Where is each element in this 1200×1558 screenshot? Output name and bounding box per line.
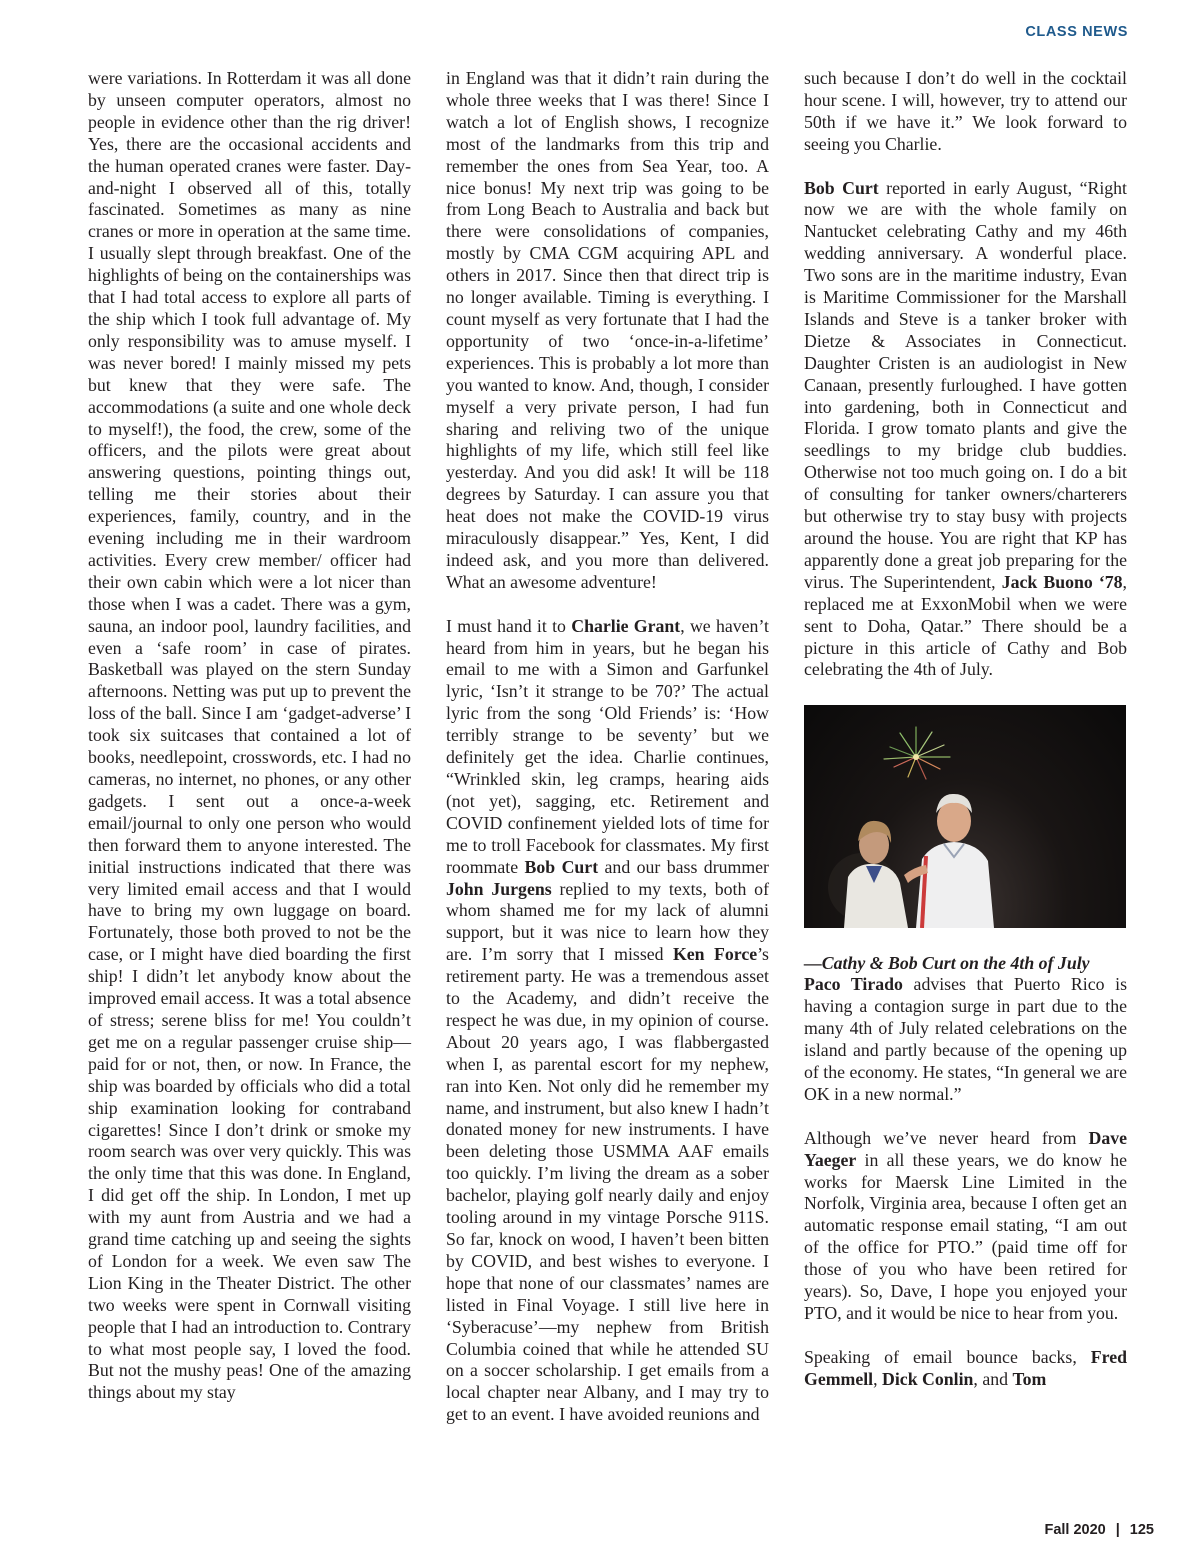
issue-label: Fall 2020 [1044,1522,1106,1538]
classmate-name: Jack Buono ‘78 [1001,571,1123,592]
article-column-3 [804,68,1127,1412]
classmate-name: Fred Gemmell [804,1346,1127,1389]
paragraph: Paco Tirado advises that Puerto Rico is having a contagion surge in part due to the many 4th of July related celebrations on the island and partly because of the opening up of the economy. He states, “In general we are OK in a new normal.” [804,974,1127,1104]
paragraph: Although we’ve never heard from Dave Yaeger in all these years, we do know he works for Maersk Line Limited in the Norfolk, Virginia area, because I often get an automatic response email stating, “I am out of the office for PTO.” (paid time off for those of you who have been retired for years). So, Dave, I hope you enjoyed your PTO, and it would be nice to hear from you. [804,1127,1127,1323]
paragraph: in England was that it didn’t rain during the whole three weeks that I was there! Since I watch a lot of English shows, I recognize most of the landmarks from this trip and remember the ones from Sea Year, too. A nice bonus! My next trip was going to be from Long Beach to Australia and back but there were consolidations of companies, mostly by CMA CGM acquiring APL and others in 2017. Since then that direct trip is no longer available. Timing is everything. I count myself as very fortunate that I had the opportunity of two ‘once-in-a-lifetime’ experiences. This is probably a lot more than you wanted to know. And, though, I consider myself a very private person, I had fun sharing and reliving two of the unique highlights of my life, which still feel like yesterday. And you did ask! It will be 118 degrees by Saturday. I can assure you that heat does not make the COVID-19 virus miraculously disappear.” Yes, Kent, I did indeed ask, and you more than delivered. What an awesome adventure! [446,68,769,592]
paragraph: Speaking of email bounce backs, Fred Gemmell, Dick Conlin, and Tom [804,1346,1127,1389]
classmate-name: John Jurgens [446,878,552,899]
classmate-name: Bob Curt [804,177,879,198]
classmate-name: Bob Curt [524,856,599,877]
photo-illustration [804,705,1126,928]
article-column-2 [446,68,769,1448]
fireworks-couple-photo [804,705,1126,928]
page-footer [1044,1522,1154,1538]
classmate-name: Paco Tirado [804,974,903,995]
classmate-name: Dick Conlin [882,1368,974,1389]
section-label: CLASS NEWS [1025,24,1128,40]
classmate-name: Tom [1012,1368,1047,1389]
paragraph: Bob Curt reported in early August, “Right now we are with the whole family on Nantucket celebrating Cathy and my 46th wedding anniversary. A wonderful place. Two sons are in the maritime industry, Evan is Maritime Commissioner for the Marshall Islands and Steve is a tanker broker with Dietze & Associates in Connecticut. Daughter Cristen is an audiologist in New Canaan, presently furloughed. I have gotten into gardening, both in Connecticut and Florida. I grow tomato plants and give the seedlings to my bridge club buddies. Otherwise not too much going on. I do a bit of consulting for tanker owners/charterers but otherwise try to stay busy with projects around the house. You are right that KP has apparently done a great job preparing for the virus. The Superintendent, Jack Buono ‘78, replaced me at ExxonMobil when we were sent to Doha, Qatar.” There should be a picture in this article of Cathy and Bob celebrating the 4th of July. [804,177,1127,680]
article-column-1 [88,68,411,1426]
footer-separator: | [1115,1522,1120,1538]
classmate-name: Dave Yaeger [804,1127,1127,1170]
page-number: 125 [1129,1522,1154,1538]
paragraph: were variations. In Rotterdam it was all done by unseen computer operators, almost no people in evidence other than the rig driver! Yes, there are the occasional accidents and the human operated cranes were faster. Day-and-night I observed all of this, totally fascinated. Sometimes as many as nine cranes or more in operation at the same time. I usually slept through breakfast. One of the highlights of being on the containerships was that I had total access to explore all parts of the ship which I took full advantage of. My only responsibility was to amuse myself. I was never bored! I mainly missed my pets but knew that they were safe. The accommodations (a suite and one whole deck to myself!), the food, the crew, some of the officers, and the pilots were great about answering questions, pointing things out, telling me their stories about their experiences, family, country, and in the evening including me in their wardroom activities. Every crew member/ officer had their own cabin which were a lot nicer than those when I was a cadet. There was a gym, sauna, an indoor pool, laundry facilities, and even a ‘safe room’ in case of pirates. Basketball was played on the stern Sunday afternoons. Netting was put up to prevent the loss of the ball. Since I am ‘gadget-adverse’ I took six suitcases that contained a lot of books, needlepoint, crosswords, etc. I had no cameras, no internet, no phones, or any other gadgets. I sent out a once-a-week email/journal to only one person who would then forward them to anyone interested. The initial instructions indicated that there was very limited email access and that I would have to bring my own luggage on board. Fortunately, those both proved to not be the case, or I might have died boarding the first ship! I didn’t let anybody know about the improved email access. It was a total absence of stress; serene bliss for me! You couldn’t get me on a regular passenger cruise ship—paid for or not, then, or now. In France, the ship was boarded by officials who did a total ship examination looking for contraband cigarettes! Since I don’t drink or smoke my room search was over very quickly. This was the only time that this was done. In England, I did get off the ship. In London, I met up with my aunt from Austria and we had a grand time catching up and seeing the sights of London for a week. We even saw The Lion King in the Theater District. The other two weeks were spent in Cornwall visiting people that I had an introduction to. Contrary to what most people say, I loved the food. But not the mushy peas! One of the amazing things about my stay [88,68,411,1403]
paragraph: such because I don’t do well in the cocktail hour scene. I will, however, try to attend our 50th if we have it.” We look forward to seeing you Charlie. [804,68,1127,154]
classmate-name: Charlie Grant [571,615,681,636]
photo-caption: —Cathy & Bob Curt on the 4th of July [804,953,1090,974]
classmate-name: Ken Force [672,944,758,965]
paragraph: I must hand it to Charlie Grant, we haven’t heard from him in years, but he began his email to me with a Simon and Garfunkel lyric, ‘Isn’t it strange to be 70?’ The actual lyric from the song ‘Old Friends’ is: ‘How terribly strange to be seventy’ but we definitely get the idea. Charlie continues, “Wrinkled skin, leg cramps, hearing aids (not yet), sagging, etc. Retirement and COVID confinement yielded lots of time for me to troll Facebook for classmates. My first roommate Bob Curt and our bass drummer John Jurgens replied to my texts, both of whom shamed me for my lack of alumni support, but it was nice to learn how they are. I’m sorry that I missed Ken Force’s retirement party. He was a tremendous asset to the Academy, and didn’t receive the respect he was due, in my opinion of course. About 20 years ago, I was flabbergasted when I, as parental escort for my nephew, ran into Ken. Not only did he remember my name, and instrument, but also knew I hadn’t donated money for new instruments. I have been deleting those USMMA AAF emails too quickly. I’m living the dream as a sober bachelor, playing golf nearly daily and enjoy tooling around in my vintage Porsche 911S. So far, knock on wood, I haven’t been bitten by COVID, and best wishes to everyone. I hope that none of our classmates’ names are listed in Final Voyage. I still live here in ‘Syberacuse’—my nephew from British Columbia coined that while he attended SU on a soccer scholarship. I get emails from a local chapter near Albany, and I may try to get to an event. I have avoided reunions and [446,615,769,1425]
